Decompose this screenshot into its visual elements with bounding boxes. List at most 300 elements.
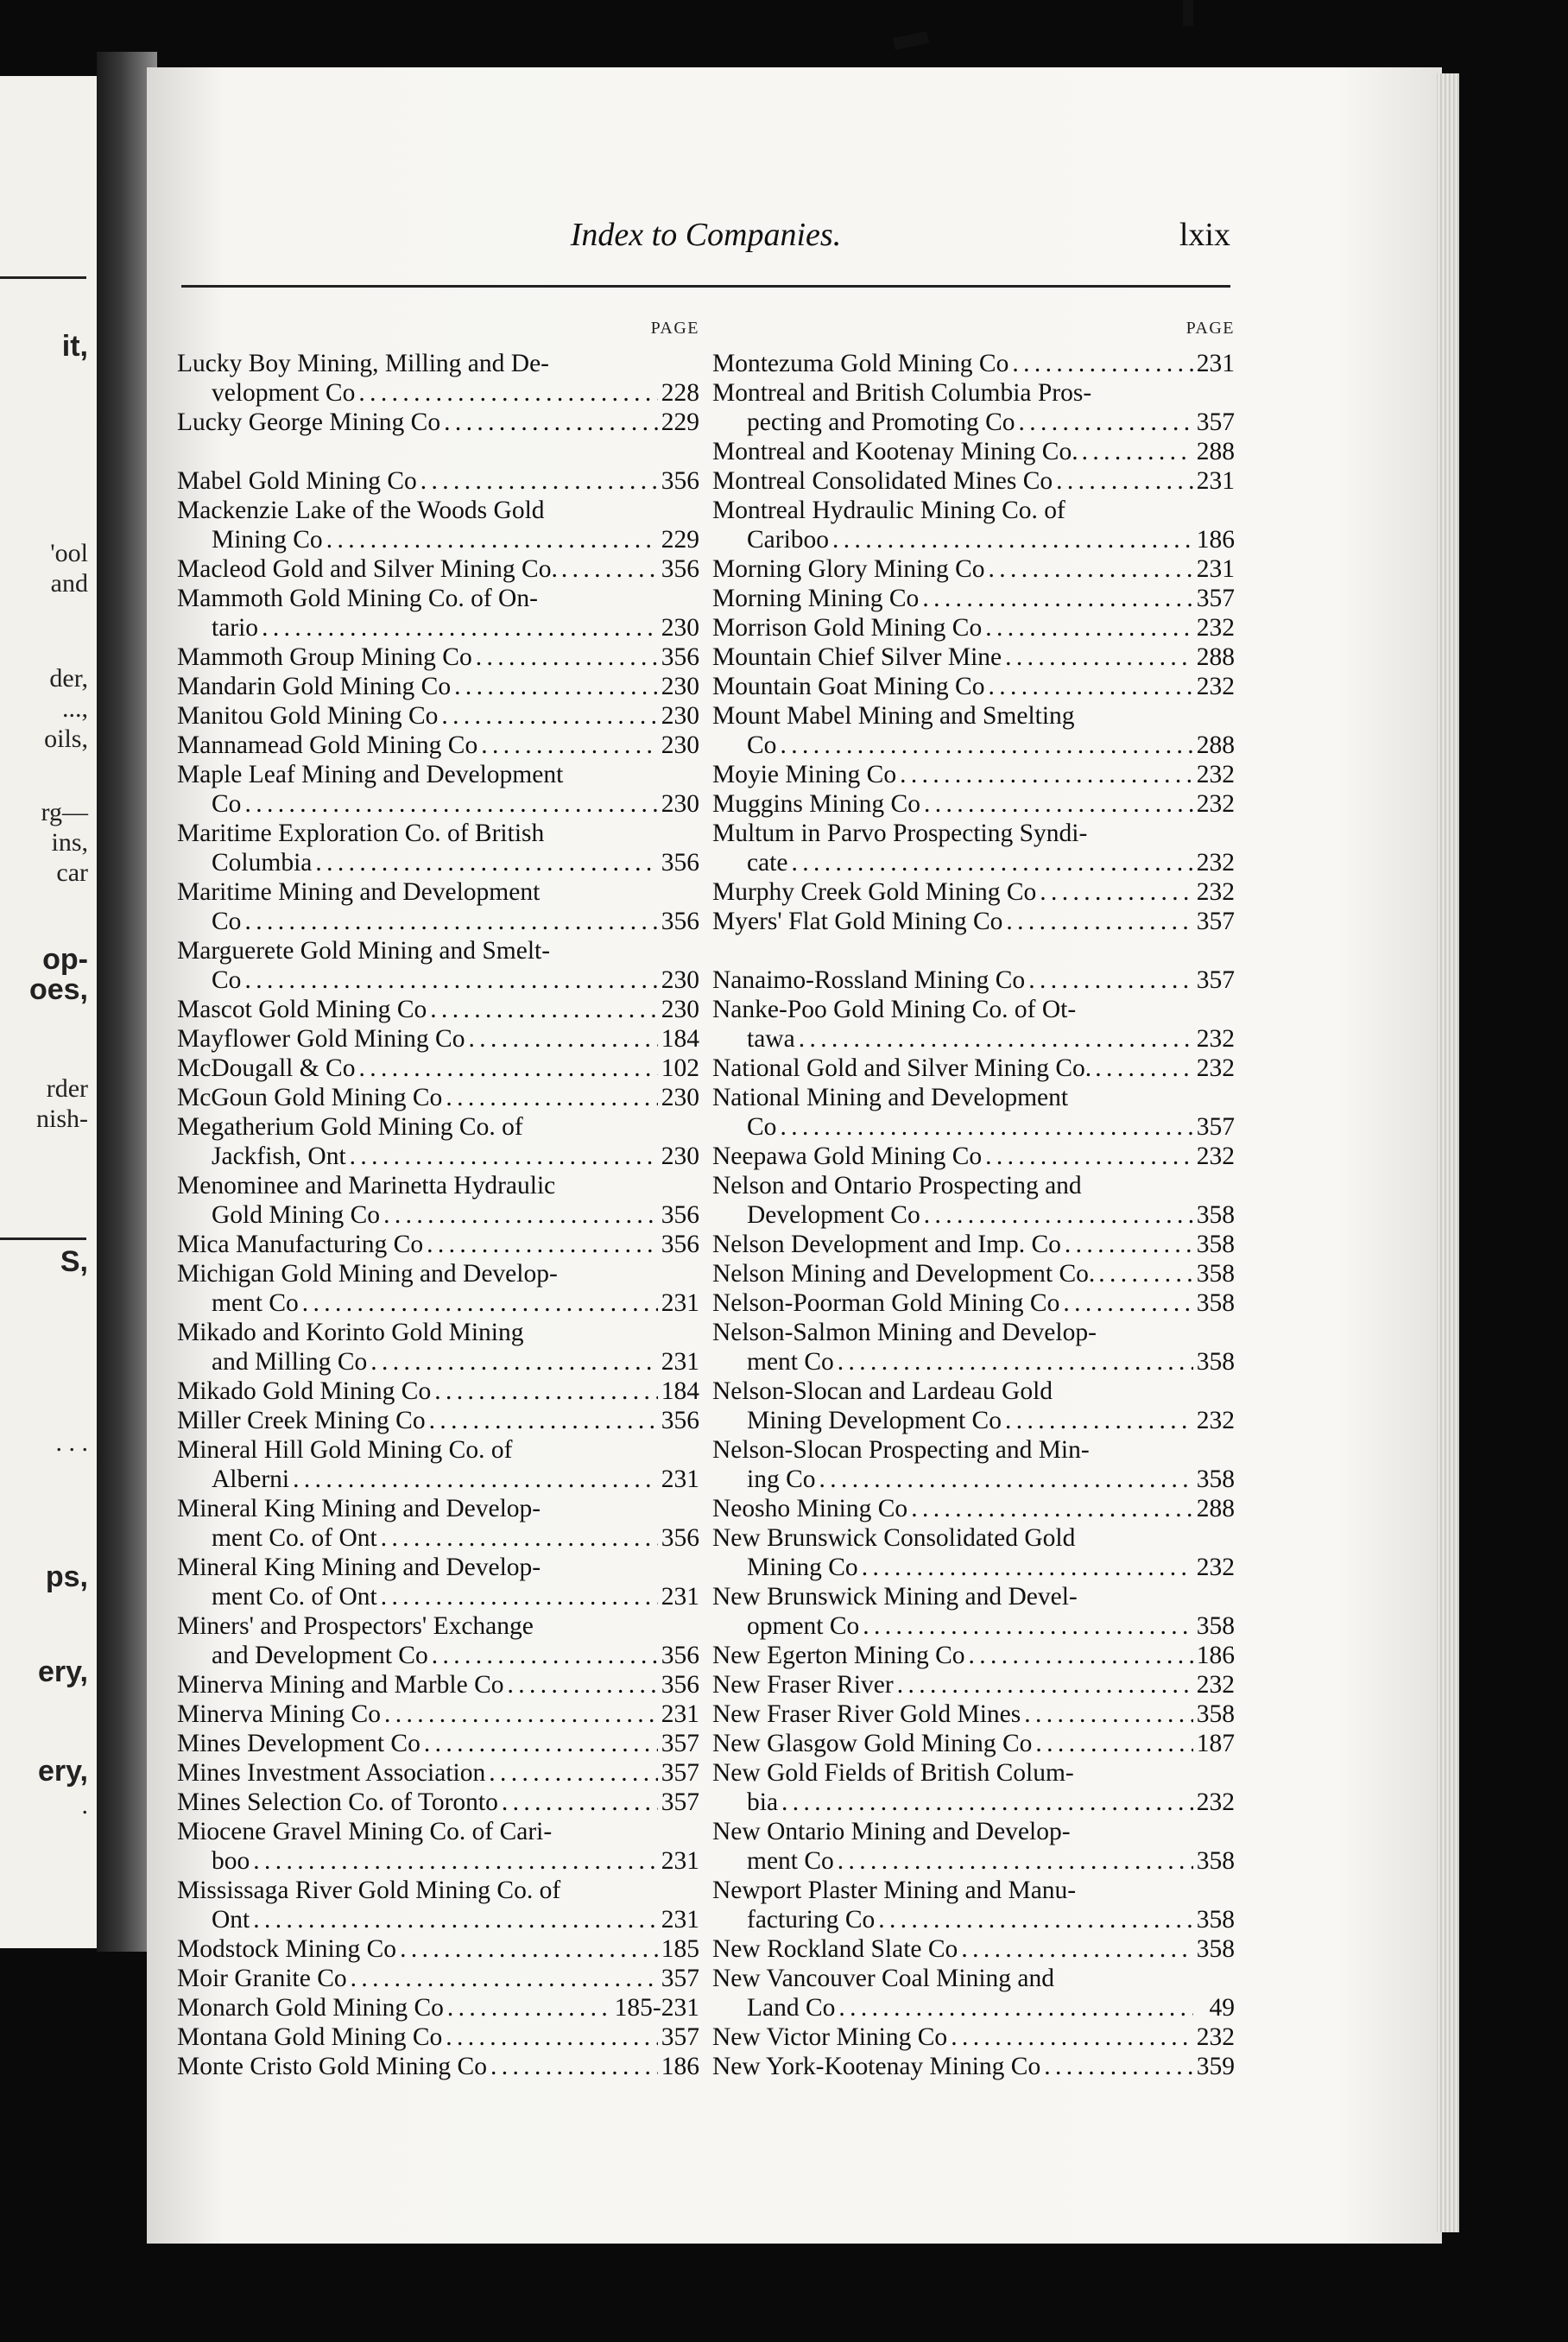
entry-text: New Rockland Slate Co [712, 1935, 958, 1963]
index-entry [177, 936, 699, 995]
entry-text: Manitou Gold Mining Co [177, 702, 439, 730]
entry-text: Morning Glory Mining Co [712, 555, 985, 583]
entry-page-number: 356 [661, 467, 699, 495]
index-entry [177, 1318, 699, 1377]
index-entry [177, 1377, 699, 1406]
entry-text: Myers' Flat Gold Mining Co [712, 908, 1003, 935]
leader-dots [791, 848, 1192, 877]
entry-page-number: 288 [1196, 731, 1235, 759]
index-entry [712, 1523, 1235, 1582]
entry-text: Mica Manufacturing Co [177, 1231, 424, 1258]
index-entry [712, 1964, 1235, 2022]
entry-page-number: 232 [1196, 878, 1235, 906]
leader-dots [434, 1377, 658, 1406]
index-entry [712, 1288, 1235, 1318]
index-entry [712, 965, 1235, 995]
entry-text: Macleod Gold and Silver Mining Co. [177, 555, 558, 583]
entry-text: Mines Investment Association [177, 1759, 486, 1787]
leader-dots [838, 1347, 1193, 1377]
entry-text: Mineral King Mining and Develop- [177, 1554, 541, 1581]
leader-dots [838, 1846, 1193, 1876]
entry-page-number: 230 [661, 966, 699, 994]
index-entry [712, 437, 1235, 466]
entry-page-number: 232 [1196, 849, 1235, 877]
entry-text: Co [212, 908, 242, 935]
leader-dots [326, 525, 658, 554]
index-entry [712, 1083, 1235, 1142]
leader-dots [381, 1582, 658, 1611]
entry-text: Alberni [212, 1465, 290, 1493]
index-entry [177, 1817, 699, 1876]
leader-dots [989, 554, 1193, 584]
entry-page-number: 232 [1196, 1671, 1235, 1699]
entry-text: Megatherium Gold Mining Co. of [177, 1113, 523, 1141]
index-entry [712, 877, 1235, 907]
index-entry [177, 554, 699, 584]
leader-dots [561, 554, 658, 584]
entry-text: New Vancouver Coal Mining and [712, 1965, 1054, 1992]
running-title: Index to Companies. [570, 217, 842, 253]
entry-text: Nelson and Ontario Prospecting and [712, 1172, 1082, 1199]
entry-page-number: 184 [661, 1025, 699, 1053]
index-entry [177, 1700, 699, 1729]
entry-text: Mining Co [747, 1554, 858, 1581]
entry-page-number: 358 [1196, 1847, 1235, 1875]
entry-text: National Gold and Silver Mining Co. [712, 1054, 1092, 1082]
index-entry [712, 642, 1235, 672]
index-entry [712, 349, 1235, 378]
entry-text: Minerva Mining and Marble Co [177, 1671, 504, 1699]
leader-dots [985, 1142, 1193, 1171]
index-entry [177, 731, 699, 760]
leader-dots [302, 1288, 658, 1318]
entry-page-number: 230 [661, 1143, 699, 1170]
leader-dots [1012, 349, 1192, 378]
section-gap [712, 936, 1235, 965]
entry-page-number: 232 [1196, 1054, 1235, 1082]
leader-dots [370, 1347, 657, 1377]
facing-page-text: it, [61, 330, 88, 363]
entry-page-number: 230 [661, 1084, 699, 1111]
index-entry [712, 672, 1235, 701]
entry-page-number: 230 [661, 996, 699, 1023]
facing-page-fragment [0, 76, 97, 1948]
index-entry [712, 1817, 1235, 1876]
entry-page-number: 358 [1196, 1935, 1235, 1963]
entry-text: Lucky George Mining Co [177, 408, 441, 436]
entry-page-number: 184 [661, 1377, 699, 1405]
entry-page-number: 358 [1196, 1906, 1235, 1934]
entry-text: Modstock Mining Co [177, 1935, 397, 1963]
leader-dots [985, 613, 1193, 642]
entry-page-number: 102 [661, 1054, 699, 1082]
index-entry [177, 1934, 699, 1964]
entry-page-number: 357 [661, 2023, 699, 2051]
facing-page-text: nish- [36, 1105, 88, 1133]
index-entry [712, 1729, 1235, 1758]
leader-dots [924, 789, 1193, 819]
entry-text: facturing Co [747, 1906, 876, 1934]
entry-text: Mascot Gold Mining Co [177, 996, 427, 1023]
leader-dots [383, 1200, 658, 1230]
entry-text: ment Co. of Ont [212, 1524, 377, 1552]
leader-dots [1056, 466, 1193, 496]
index-entry [177, 1611, 699, 1670]
entry-text: Columbia [212, 849, 313, 877]
entry-text: Montreal and British Columbia Pros- [712, 379, 1092, 407]
index-entry [177, 1876, 699, 1934]
entry-text: New York-Kootenay Mining Co [712, 2053, 1041, 2080]
entry-page-number: 185-231 [614, 1994, 699, 2022]
index-entry [712, 760, 1235, 789]
entry-text: Morrison Gold Mining Co [712, 614, 983, 642]
entry-text: Mineral King Mining and Develop- [177, 1495, 541, 1522]
entry-page-number: 186 [661, 2053, 699, 2080]
leader-dots [900, 760, 1193, 789]
entry-page-number: 232 [1196, 614, 1235, 642]
entry-text: Moyie Mining Co [712, 761, 897, 788]
leader-dots [244, 965, 657, 995]
leader-dots [780, 731, 1192, 760]
leader-dots [481, 731, 658, 760]
entry-page-number: 358 [1196, 1612, 1235, 1640]
entry-text: Monte Cristo Gold Mining Co [177, 2053, 487, 2080]
entry-text: Moir Granite Co [177, 1965, 347, 1992]
entry-text: McDougall & Co [177, 1054, 356, 1082]
entry-page-number: 231 [661, 1289, 699, 1317]
leader-dots [1044, 2052, 1193, 2081]
index-entry [177, 1112, 699, 1171]
index-entry [712, 1171, 1235, 1230]
entry-text: Development Co [747, 1201, 920, 1229]
entry-text: Neepawa Gold Mining Co [712, 1143, 983, 1170]
leader-dots [424, 1729, 658, 1758]
index-entry [177, 995, 699, 1024]
page-edges [1437, 73, 1459, 2232]
index-entry [712, 378, 1235, 437]
entry-text: Maritime Mining and Development [177, 878, 541, 906]
entry-page-number: 356 [661, 1671, 699, 1699]
entry-text: ment Co [212, 1289, 299, 1317]
leader-dots [351, 1964, 658, 1993]
leader-dots [1024, 1700, 1193, 1729]
entry-page-number: 231 [661, 1847, 699, 1875]
facing-page-text: rg— [41, 798, 88, 826]
entry-page-number: 359 [1196, 2053, 1235, 2080]
entry-page-number: 230 [661, 673, 699, 700]
entry-text: Maritime Exploration Co. of British [177, 820, 545, 847]
entry-text: Nanaimo-Rossland Mining Co [712, 966, 1026, 994]
index-entry [177, 1993, 699, 2022]
facing-page-text: ery, [38, 1655, 88, 1688]
entry-text: Nelson-Poorman Gold Mining Co [712, 1289, 1060, 1317]
entry-text: New Brunswick Mining and Devel- [712, 1583, 1078, 1611]
entry-text: ing Co [747, 1465, 816, 1493]
facing-page-text: car [56, 858, 88, 887]
entry-page-number: 288 [1196, 643, 1235, 671]
entry-text: Neosho Mining Co [712, 1495, 908, 1522]
entry-text: Ont [212, 1906, 250, 1934]
entry-text: Nelson-Salmon Mining and Develop- [712, 1319, 1097, 1346]
leader-dots [838, 1993, 1193, 2022]
leader-dots [253, 1846, 658, 1876]
index-entry [177, 672, 699, 701]
leader-dots [862, 1553, 1193, 1582]
leader-dots [490, 2052, 658, 2081]
entry-text: Jackfish, Ont [212, 1143, 346, 1170]
entry-page-number: 185 [661, 1935, 699, 1963]
entry-text: Mabel Gold Mining Co [177, 467, 417, 495]
entry-page-number: 229 [661, 408, 699, 436]
entry-text: pecting and Promoting Co [747, 408, 1015, 436]
index-column-left [177, 318, 699, 2081]
top-mark [1183, 0, 1193, 26]
facing-page-text: ery, [38, 1755, 88, 1788]
index-entry [177, 642, 699, 672]
entry-page-number: 231 [661, 1465, 699, 1493]
entry-page-number: 230 [661, 702, 699, 730]
entry-page-number: 356 [661, 1642, 699, 1669]
leader-dots [897, 1670, 1193, 1700]
leader-dots [878, 1905, 1192, 1934]
entry-text: tawa [747, 1025, 795, 1053]
leader-dots [359, 1054, 658, 1083]
index-entry [177, 760, 699, 819]
entry-page-number: 357 [1196, 585, 1235, 612]
entry-text: National Mining and Development [712, 1084, 1069, 1111]
entry-page-number: 357 [1196, 908, 1235, 935]
leader-dots [1095, 1054, 1193, 1083]
leader-dots [911, 1494, 1193, 1523]
leader-dots [447, 1993, 611, 2022]
leader-dots [863, 1611, 1192, 1641]
leader-dots [1040, 877, 1192, 907]
index-entry [177, 1494, 699, 1553]
entry-text: ment Co. of Ont [212, 1583, 377, 1611]
index-entry [177, 701, 699, 731]
index-entry [177, 819, 699, 877]
facing-page-text: and [50, 569, 88, 598]
entry-text: Mountain Goat Mining Co [712, 673, 985, 700]
entry-text: Nanke-Poo Gold Mining Co. of Ot- [712, 996, 1077, 1023]
entry-text: opment Co [747, 1612, 860, 1640]
entry-text: Mississaga River Gold Mining Co. of [177, 1877, 561, 1904]
entry-text: McGoun Gold Mining Co [177, 1084, 443, 1111]
entry-text: Mandarin Gold Mining Co [177, 673, 452, 700]
index-entry [177, 1024, 699, 1054]
entry-text: New Brunswick Consolidated Gold [712, 1524, 1076, 1552]
leader-dots [780, 1112, 1192, 1142]
entry-text: Muggins Mining Co [712, 790, 920, 818]
index-entry [177, 1670, 699, 1700]
index-entry [712, 1435, 1235, 1494]
leader-dots [454, 672, 658, 701]
index-entry [712, 1670, 1235, 1700]
facing-page-text: . . . [55, 1428, 88, 1457]
entry-text: Gold Mining Co [212, 1201, 381, 1229]
entry-text: Michigan Gold Mining and Develop- [177, 1260, 558, 1288]
entry-text: Minerva Mining Co [177, 1700, 381, 1728]
index-entry [177, 408, 699, 437]
index-entry [177, 2022, 699, 2052]
entry-text: Mayflower Gold Mining Co [177, 1025, 465, 1053]
entry-page-number: 230 [661, 731, 699, 759]
facing-page-text: der, [49, 664, 88, 693]
entry-page-number: 356 [661, 849, 699, 877]
leader-dots [244, 789, 657, 819]
leader-dots [441, 701, 657, 731]
facing-page-text: S, [60, 1245, 88, 1278]
entry-text: Mikado and Korinto Gold Mining [177, 1319, 524, 1346]
entry-text: Morning Mining Co [712, 585, 920, 612]
header-rule [181, 285, 1230, 288]
entry-text: Mammoth Group Mining Co [177, 643, 472, 671]
index-entry [177, 496, 699, 554]
leader-dots [819, 1465, 1193, 1494]
entry-page-number: 288 [1196, 438, 1235, 465]
leader-dots [420, 466, 658, 496]
leader-dots [430, 995, 657, 1024]
entry-text: Miners' and Prospectors' Exchange [177, 1612, 534, 1640]
index-entry [712, 554, 1235, 584]
leader-dots [781, 1788, 1193, 1817]
index-entry [712, 2052, 1235, 2081]
entry-text: Co [747, 731, 777, 759]
leader-dots [293, 1465, 658, 1494]
entry-text: Mikado Gold Mining Co [177, 1377, 432, 1405]
entry-text: Murphy Creek Gold Mining Co [712, 878, 1037, 906]
entry-page-number: 231 [1196, 555, 1235, 583]
index-entry [712, 1142, 1235, 1171]
index-entry [712, 1758, 1235, 1817]
index-entry [712, 995, 1235, 1054]
entry-page-number: 232 [1196, 1025, 1235, 1053]
entry-text: Mines Selection Co. of Toronto [177, 1788, 498, 1816]
leader-dots [384, 1700, 658, 1729]
entry-page-number: 187 [1196, 1730, 1235, 1757]
entry-page-number: 356 [661, 1231, 699, 1258]
index-entry [712, 1582, 1235, 1641]
entry-page-number: 231 [1196, 350, 1235, 377]
entry-text: Mining Development Co [747, 1407, 1002, 1434]
index-entry [177, 1171, 699, 1230]
entry-page-number: 232 [1196, 1407, 1235, 1434]
leader-dots [489, 1758, 658, 1788]
entry-text: New Fraser River Gold Mines [712, 1700, 1021, 1728]
facing-page-text: ..., [62, 694, 88, 723]
index-entry [712, 584, 1235, 613]
entry-page-number: 231 [661, 1583, 699, 1611]
entry-page-number: 357 [661, 1788, 699, 1816]
entry-text: New Glasgow Gold Mining Co [712, 1730, 1033, 1757]
leader-dots [358, 378, 657, 408]
entry-text: New Victor Mining Co [712, 2023, 948, 2051]
entry-text: Co [747, 1113, 777, 1141]
entry-page-number: 358 [1196, 1201, 1235, 1229]
entry-page-number: 186 [1196, 526, 1235, 554]
entry-page-number: 357 [661, 1730, 699, 1757]
index-entry [177, 1406, 699, 1435]
leader-dots [1028, 965, 1193, 995]
facing-page-text: . [81, 1791, 88, 1820]
leader-dots [1035, 1729, 1192, 1758]
leader-dots [961, 1934, 1192, 1964]
entry-text: ment Co [747, 1348, 834, 1376]
entry-page-number: 186 [1196, 1642, 1235, 1669]
leader-dots [922, 584, 1192, 613]
index-entry [177, 1788, 699, 1817]
entry-page-number: 357 [1196, 408, 1235, 436]
entry-page-number: 357 [661, 1965, 699, 1992]
entry-page-number: 231 [661, 1906, 699, 1934]
entry-text: New Ontario Mining and Develop- [712, 1818, 1071, 1845]
entry-page-number: 232 [1196, 1554, 1235, 1581]
leader-dots [444, 408, 658, 437]
leader-dots [315, 848, 657, 877]
entry-page-number: 231 [661, 1348, 699, 1376]
index-entry [712, 701, 1235, 760]
index-entry [712, 907, 1235, 936]
section-gap [177, 437, 699, 466]
entry-text: ment Co [747, 1847, 834, 1875]
entry-text: Montreal Consolidated Mines Co [712, 467, 1053, 495]
entry-text: Mineral Hill Gold Mining Co. of [177, 1436, 513, 1464]
leader-dots [427, 1230, 658, 1259]
facing-page-text: 'ool [50, 539, 88, 567]
facing-page-text: oils, [44, 725, 88, 753]
entry-page-number: 357 [1196, 1113, 1235, 1141]
index-entry [712, 819, 1235, 877]
entry-page-number: 231 [1196, 467, 1235, 495]
index-entry [712, 496, 1235, 554]
leader-dots [1006, 907, 1192, 936]
leader-dots [924, 1200, 1193, 1230]
entry-text: Nelson-Slocan and Lardeau Gold [712, 1377, 1053, 1405]
entry-text: Co [212, 790, 242, 818]
entry-page-number: 232 [1196, 1143, 1235, 1170]
entry-page-number: 228 [661, 379, 699, 407]
facing-page-rule [0, 276, 86, 279]
entry-text: and Milling Co [212, 1348, 368, 1376]
entry-page-number: 230 [661, 790, 699, 818]
entry-page-number: 358 [1196, 1348, 1235, 1376]
entry-page-number: 232 [1196, 673, 1235, 700]
index-entry [712, 789, 1235, 819]
leader-dots [969, 1641, 1193, 1670]
entry-page-number: 358 [1196, 1465, 1235, 1493]
leader-dots [1019, 408, 1193, 437]
leader-dots [253, 1905, 658, 1934]
page-number: lxix [1179, 217, 1230, 253]
leader-dots [429, 1406, 658, 1435]
entry-text: Nelson Development and Imp. Co [712, 1231, 1061, 1258]
index-entry [177, 877, 699, 936]
entry-page-number: 288 [1196, 1495, 1235, 1522]
entry-text: tario [212, 614, 259, 642]
facing-page-rule [0, 1237, 86, 1240]
page-column-label: PAGE [650, 319, 699, 338]
entry-text: New Egerton Mining Co [712, 1642, 965, 1669]
index-entry [712, 2022, 1235, 2052]
leader-dots [951, 2022, 1193, 2052]
index-entry [177, 1259, 699, 1318]
leader-dots [400, 1934, 658, 1964]
entry-text: Miller Creek Mining Co [177, 1407, 426, 1434]
index-entry [177, 1964, 699, 1993]
facing-page-text: ps, [45, 1560, 88, 1593]
index-entry [712, 1700, 1235, 1729]
entry-text: Marguerete Gold Mining and Smelt- [177, 937, 551, 965]
